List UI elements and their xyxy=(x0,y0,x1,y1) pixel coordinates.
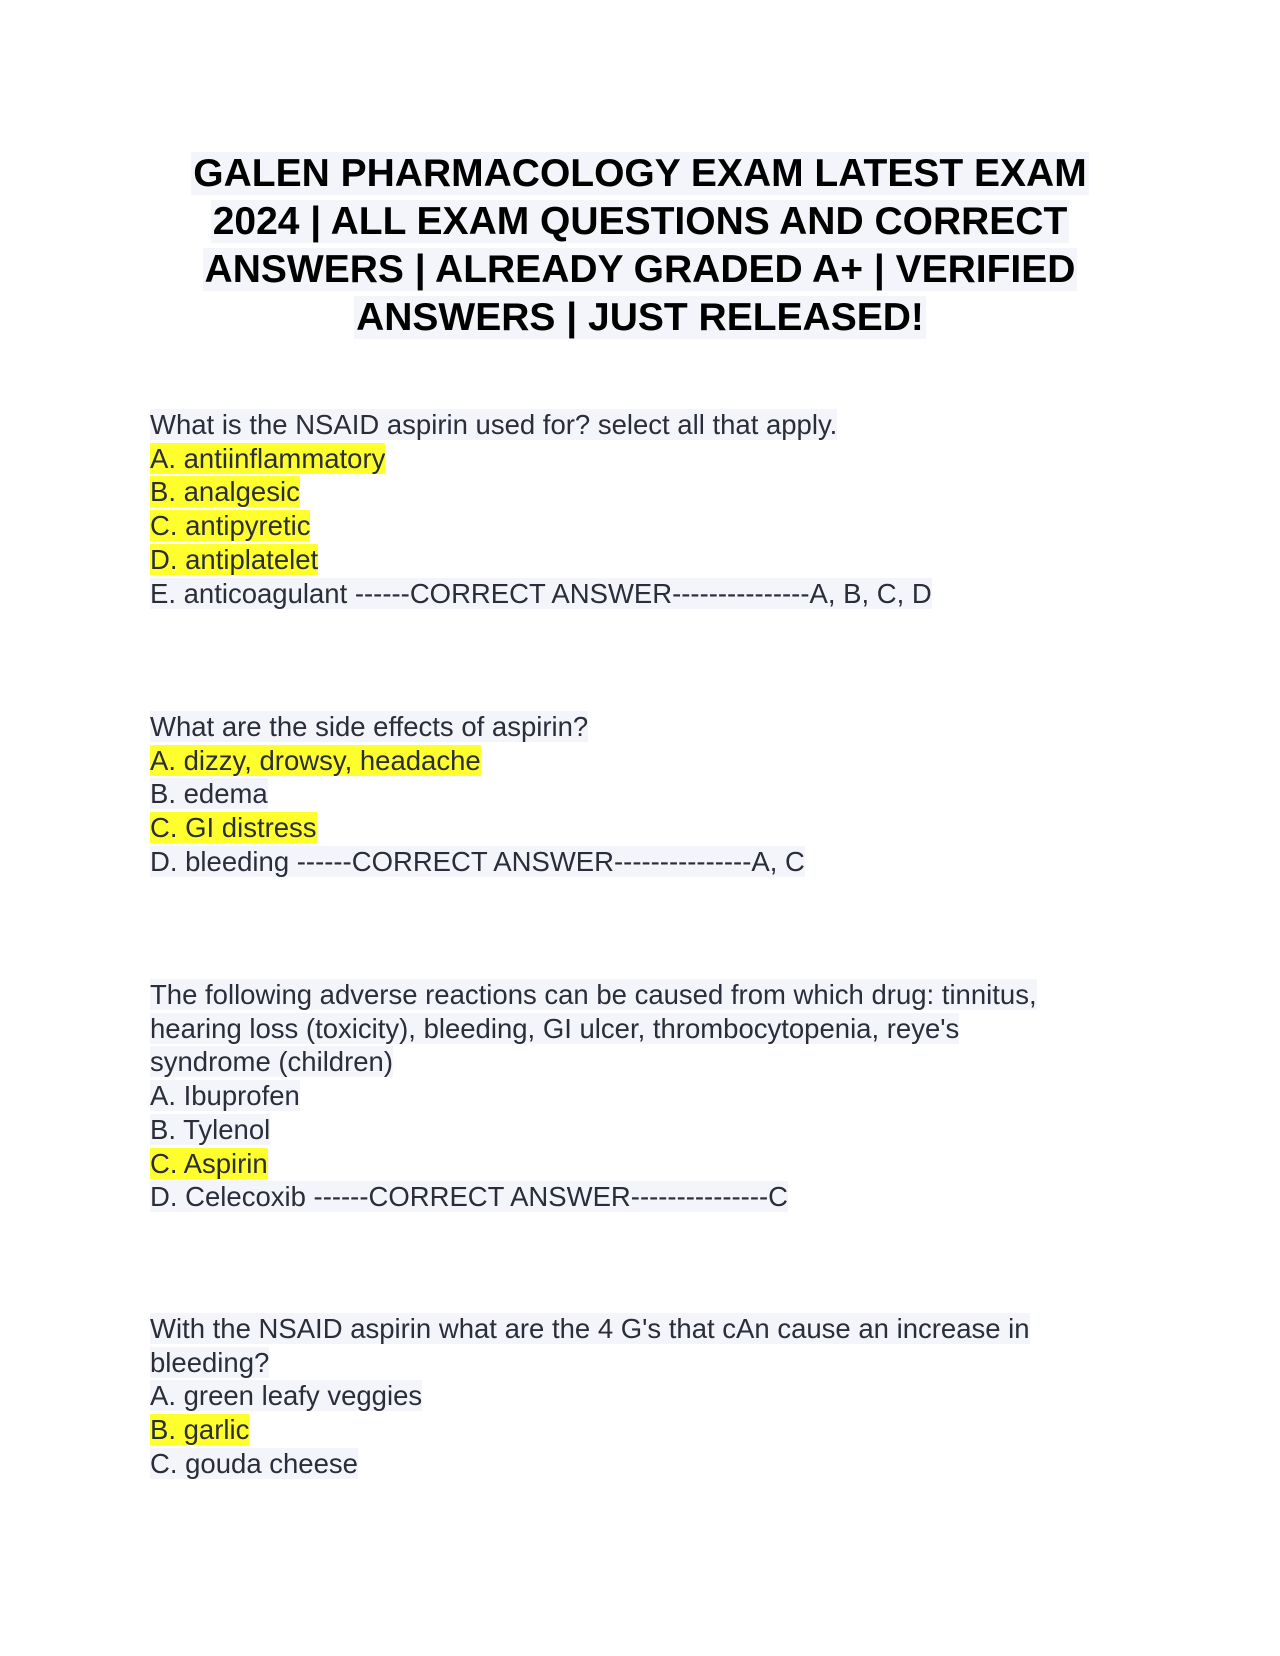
document-title xyxy=(140,150,1140,342)
answer-line xyxy=(150,1346,1030,1380)
question-text-line xyxy=(150,408,932,442)
question-block xyxy=(150,1312,1030,1481)
line-text: With the NSAID aspirin what are the 4 G's that cAn cause an increase in xyxy=(150,1313,1030,1344)
line-text: What is the NSAID aspirin used for? select all that apply. xyxy=(150,409,838,440)
answer-line xyxy=(150,1113,1037,1147)
answer-line xyxy=(150,1447,1030,1481)
highlighted-text: C. Aspirin xyxy=(150,1147,268,1179)
line-text: The following adverse reactions can be caused from which drug: tinnitus, xyxy=(150,979,1037,1010)
answer-line xyxy=(150,577,932,611)
question-text-line xyxy=(150,1312,1030,1346)
question-text-line xyxy=(150,978,1037,1012)
title-line: 2024 | ALL EXAM QUESTIONS AND CORRECT xyxy=(212,200,1068,243)
answer-line xyxy=(150,1180,1037,1214)
line-text: D. bleeding ------CORRECT ANSWER---------------A, C xyxy=(150,845,805,877)
highlighted-text: D. antiplatelet xyxy=(150,543,319,575)
line-text: D. Celecoxib ------CORRECT ANSWER---------------C xyxy=(150,1181,789,1213)
highlighted-text: B. analgesic xyxy=(150,476,300,508)
title-line: ANSWERS | ALREADY GRADED A+ | VERIFIED xyxy=(204,248,1076,291)
line-text: B. Tylenol xyxy=(150,1113,271,1145)
highlighted-text: A. antiinflammatory xyxy=(150,442,386,474)
line-text: What are the side effects of aspirin? xyxy=(150,711,589,742)
highlighted-text: C. GI distress xyxy=(150,812,317,844)
answer-line xyxy=(150,509,932,543)
line-text: B. edema xyxy=(150,778,268,810)
line-text: A. green leafy veggies xyxy=(150,1380,423,1412)
highlighted-text: C. antipyretic xyxy=(150,510,311,542)
answer-line xyxy=(150,811,805,845)
answer-line xyxy=(150,1147,1037,1181)
answer-line xyxy=(150,475,932,509)
question-text-line xyxy=(150,710,805,744)
answer-line xyxy=(150,1379,1030,1413)
question-block xyxy=(150,408,932,610)
line-text: bleeding? xyxy=(150,1346,270,1378)
answer-line xyxy=(150,1413,1030,1447)
answer-line xyxy=(150,442,932,476)
highlighted-text: A. dizzy, drowsy, headache xyxy=(150,744,481,776)
title-line: ANSWERS | JUST RELEASED! xyxy=(356,296,924,339)
answer-line xyxy=(150,1079,1037,1113)
line-text: A. Ibuprofen xyxy=(150,1080,300,1112)
question-block xyxy=(150,978,1037,1214)
question-block xyxy=(150,710,805,879)
line-text: C. gouda cheese xyxy=(150,1447,358,1479)
answer-line xyxy=(150,543,932,577)
highlighted-text: B. garlic xyxy=(150,1414,250,1446)
title-line: GALEN PHARMACOLOGY EXAM LATEST EXAM xyxy=(193,152,1087,195)
answer-line xyxy=(150,744,805,778)
line-text: syndrome (children) xyxy=(150,1046,394,1078)
answer-line xyxy=(150,845,805,879)
answer-line xyxy=(150,777,805,811)
answer-line xyxy=(150,1045,1037,1079)
line-text: hearing loss (toxicity), bleeding, GI ulcer, thrombocytopenia, reye's xyxy=(150,1012,960,1044)
answer-line xyxy=(150,1012,1037,1046)
line-text: E. anticoagulant ------CORRECT ANSWER---------------A, B, C, D xyxy=(150,577,932,609)
